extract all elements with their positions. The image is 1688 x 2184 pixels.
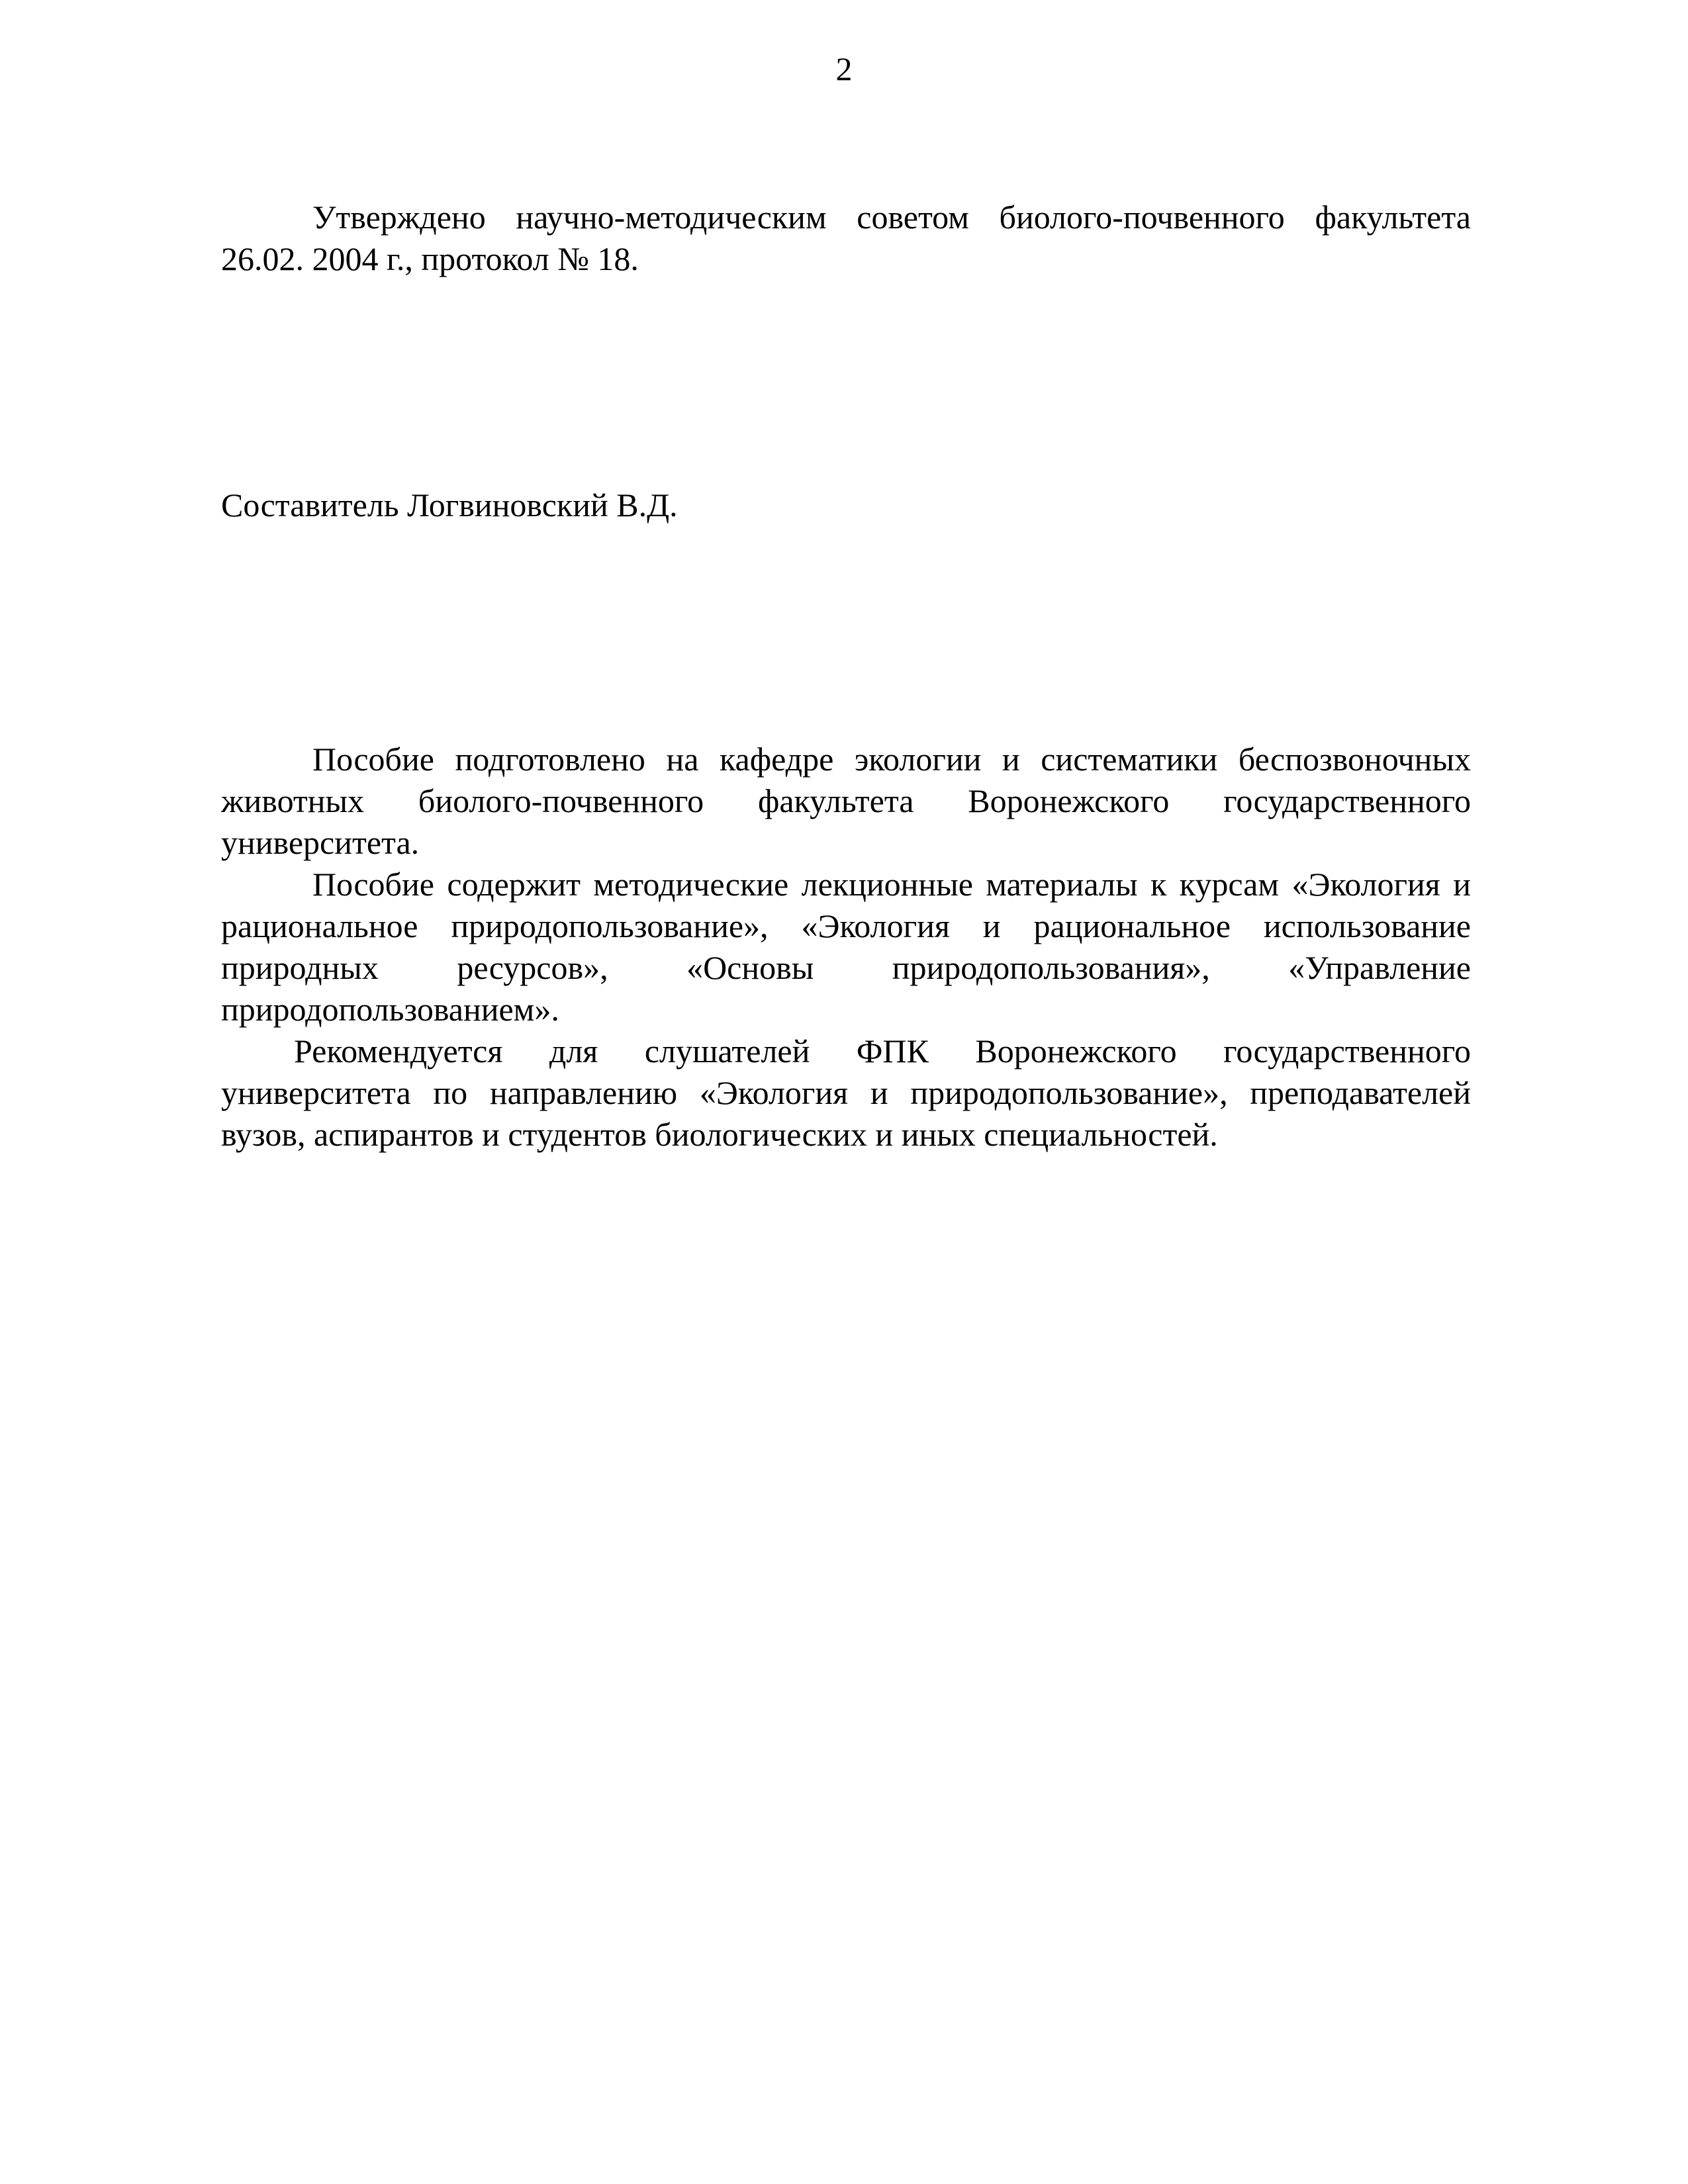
page-number: 2 — [835, 50, 853, 87]
author-block — [221, 484, 1471, 526]
approval-block — [221, 197, 1471, 280]
annotation-paragraph-department: Пособие подготовлено на кафедре экологии и систематики беспозвоночных животных биолого-почвенного факультета Воронежского государственного университета. — [221, 741, 1471, 861]
annotation-paragraph-contents: Пособие содержит методические лекционные материалы к курсам «Экология и рациональное природопользование», «Экология и рациональное использование природных ресурсов», «Основы природопользования», «Управление природопользованием». — [221, 866, 1471, 1028]
annotation-paragraph-audience: Рекомендуется для слушателей ФПК Воронежского государственного университета по направлению «Экология и природопользование», преподавателей вузов, аспирантов и студентов биологических и иных специальностей. — [221, 1032, 1471, 1153]
approval-text: Утверждено научно-методическим советом биолого-почвенного факультета 26.02. 2004 г., протокол № 18. — [221, 199, 1471, 277]
author-text: Составитель Логвиновский В.Д. — [221, 486, 678, 523]
annotation-block — [221, 739, 1471, 1156]
